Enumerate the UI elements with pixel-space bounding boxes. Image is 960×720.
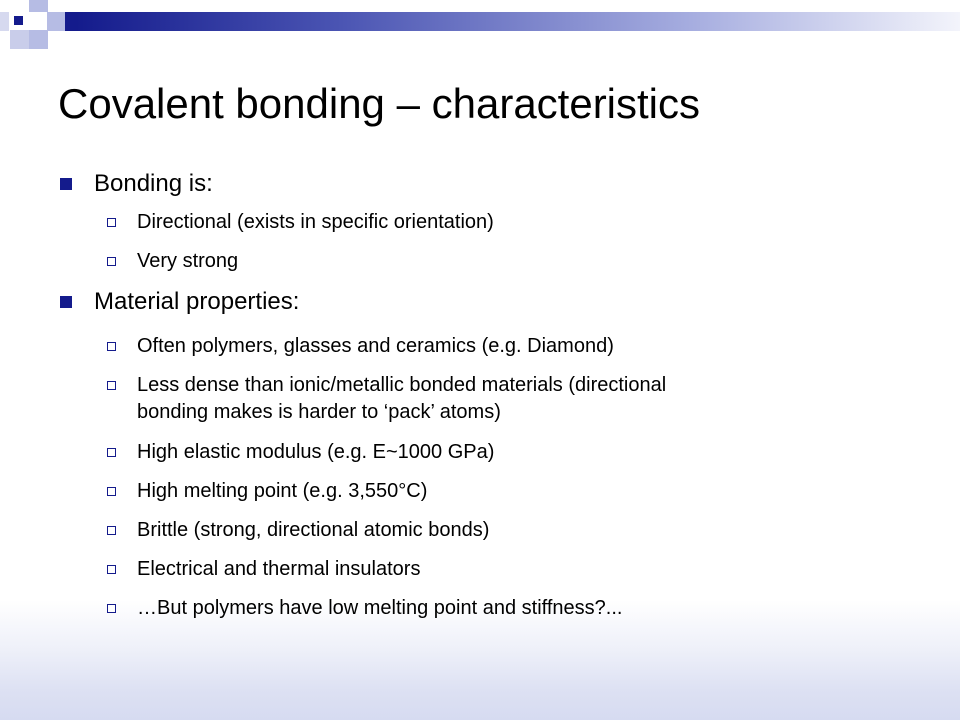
hollow-square-bullet-icon bbox=[107, 257, 116, 266]
square-bullet-icon bbox=[60, 178, 72, 190]
bullet-heading: Material properties: bbox=[94, 288, 300, 315]
sub-bullet-text: Electrical and thermal insulators bbox=[137, 558, 421, 580]
hollow-square-bullet-icon bbox=[107, 381, 116, 390]
sub-bullet-text: Brittle (strong, directional atomic bonds) bbox=[137, 519, 490, 541]
sub-bullet-text: Very strong bbox=[137, 250, 239, 272]
bullet-heading: Bonding is: bbox=[94, 170, 213, 197]
hollow-square-bullet-icon bbox=[107, 448, 116, 457]
hollow-square-bullet-icon bbox=[107, 526, 116, 535]
hollow-square-bullet-icon bbox=[107, 218, 116, 227]
slide-title: Covalent bonding – characteristics bbox=[58, 80, 701, 127]
hollow-square-bullet-icon bbox=[107, 604, 116, 613]
sub-bullet-text: …But polymers have low melting point and stiffness?... bbox=[137, 597, 623, 619]
sub-bullet-text: Less dense than ionic/metallic bonded materials (directional bbox=[137, 374, 667, 396]
sub-bullet-text: High melting point (e.g. 3,550°C) bbox=[137, 480, 428, 502]
hollow-square-bullet-icon bbox=[107, 487, 116, 496]
hollow-square-bullet-icon bbox=[107, 565, 116, 574]
hollow-square-bullet-icon bbox=[107, 342, 116, 351]
sub-bullet-text: Directional (exists in specific orientation) bbox=[137, 211, 494, 233]
sub-bullet-text: High elastic modulus (e.g. E~1000 GPa) bbox=[137, 441, 495, 463]
sub-bullet-text: Often polymers, glasses and ceramics (e.g. Diamond) bbox=[137, 335, 614, 357]
sub-bullet-text-continued: bonding makes is harder to ‘pack’ atoms) bbox=[137, 401, 501, 423]
square-bullet-icon bbox=[60, 296, 72, 308]
